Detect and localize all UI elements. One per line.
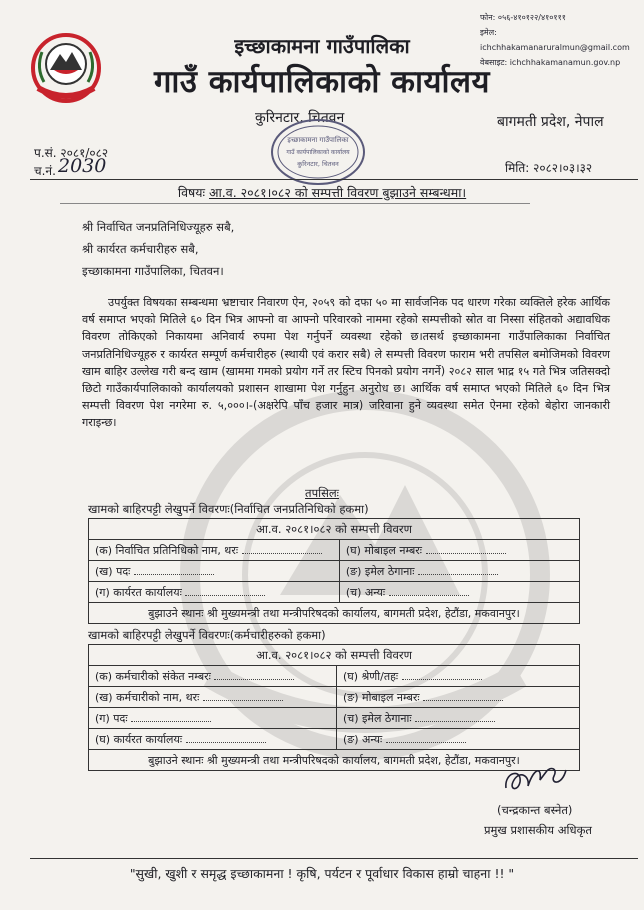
section1-heading: खामको बाहिरपट्टी लेखुपर्ने विवरणः(निर्वाचित जनप्रतिनिधिको हकमा) — [88, 502, 369, 516]
office-title: गाउँ कार्यपालिकाको कार्यालय — [153, 64, 491, 100]
table-row — [89, 708, 580, 729]
field-label: (ङ) इमेल ठेगानाः — [345, 564, 415, 578]
field-label: (ग) पदः — [95, 711, 128, 725]
seal-line-3: कुरिनटार, चितवन — [297, 160, 339, 168]
field-label: (ङ) अन्यः — [342, 732, 383, 746]
blank-line[interactable] — [426, 543, 506, 554]
seal-line-2: गाउँ कार्यपालिकाको कार्यालय — [286, 149, 350, 156]
office-location: कुरिनटार, चितवन — [255, 110, 345, 126]
blank-line[interactable] — [214, 669, 294, 680]
letter-date: मिति: २०८२।०३।३२ — [505, 161, 593, 175]
field-label: (घ) कार्यरत कार्यालयः — [95, 732, 183, 746]
field-label: (घ) मोबाइल नम्बरः — [345, 543, 423, 557]
table-row — [89, 561, 580, 582]
blank-line[interactable] — [389, 585, 469, 596]
blank-line[interactable] — [185, 585, 265, 596]
section1-footer: बुझाउने स्थानः श्री मुख्यमन्त्री तथा मन्त्रीपरिषदको कार्यालय, बागमती प्रदेश, हेटौंडा, मकवानपुर। — [89, 603, 580, 624]
blank-line[interactable] — [423, 690, 503, 701]
province-name: बागमती प्रदेश, नेपाल — [497, 114, 604, 130]
table-row — [89, 666, 580, 687]
section2-heading: खामको बाहिरपट्टी लेखुपर्ने विवरणः(कर्मचारीहरुको हकमा) — [88, 628, 326, 642]
municipality-name: इच्छाकामना गाउँपालिका — [234, 34, 410, 58]
footer-slogan: "सुखी, खुशी र समृद्ध इच्छाकामना ! कृषि, पर्यटन र पूर्वाधार विकास हाम्रो चाहना !! " — [129, 866, 515, 881]
footer-divider — [30, 858, 638, 859]
blank-line[interactable] — [131, 711, 211, 722]
table-row — [89, 687, 580, 708]
blank-line[interactable] — [418, 564, 498, 575]
handwritten-signature — [500, 762, 570, 798]
body-paragraph: उपर्युक्त विषयका सम्बन्धमा भ्रष्टाचार निवारण ऐन, २०५९ को दफा ५० मा सार्वजनिक पद धारण गरेका व्यक्तिले हरेक आर्थिक वर्ष समाप्त भएको मितिले ६० दिन भित्र आफ्नो वा आफ्नो परिवारको नाममा रहेको सम्पत्तीको स्रोत वा निस्सा संहितको अद्यावधिक विवरण तोकिएको निकायमा अनिवार्य रुपमा पेश गर्नुपर्ने व्यवस्था रहेको छ।तसर्थ इच्छाकामना गाउँपालिकाका निर्वाचित जनप्रतिनिधिज्यूहरु र कार्यरत सम्पूर्ण कर्मचारीहरु (स्थायी एवं करार सबै) ले सम्पत्ती विवरण फाराम भरी तपसिल बमोजिमको विवरण खाम बाहिर उल्लेख गरी बन्द खाम (खाममा गमको प्रयोग गर्ने तर स्टिच पिनको प्रयोग नगर्ने) २०८२ साल भाद्र १५ गते भित्र जतिसक्दो छिटो गाउँकार्यपालिकाको कार्यालयको प्रशासन शाखामा पेश गर्नुहुन अनुरोध छ। आर्थिक वर्ष समाप्त भएको मितिले ६० दिन भित्र सम्पत्ती विवरण पेश नगरेमा रु. ५,०००।-(अक्षरेपि पाँच हजार मात्र) जरिवाना हुने व्यवस्था समेत ऐनमा रहेको बेहोरा जानकारी गराइन्छ। — [82, 296, 610, 430]
blank-line[interactable] — [386, 732, 466, 743]
field-label: (क) कर्मचारीको संकेत नम्बरः — [95, 669, 211, 683]
blank-line[interactable] — [402, 669, 482, 680]
chalani-number-handwritten: 2030 — [58, 155, 107, 177]
field-label: (ङ) मोबाइल नम्बरः — [342, 690, 420, 704]
addressee-2: श्री कार्यरत कर्मचारीहरु सबै, — [82, 242, 199, 256]
field-label: (च) इमेल ठेगानाः — [342, 711, 412, 725]
patra-sankhya: प.सं. २०८१/०८२ — [34, 146, 109, 160]
section1-table — [88, 518, 580, 624]
subject-line — [0, 184, 644, 201]
section2-title: आ.व. २०८१।०८२ को सम्पत्ती विवरण — [89, 645, 580, 666]
website-text[interactable]: वेबसाइट: ichchhakamanamun.gov.np — [480, 58, 621, 67]
table-row — [89, 540, 580, 561]
field-label: (क) निर्वाचित प्रतिनिधिको नाम, थरः — [95, 543, 239, 557]
addressee-1: श्री निर्वाचित जनप्रतिनिधिज्यूहरु सबै, — [82, 220, 235, 234]
field-label: (ख) कर्मचारीको नाम, थरः — [95, 690, 200, 704]
table-row — [89, 729, 580, 750]
table-row — [89, 582, 580, 603]
field-label: (ख) पदः — [95, 564, 131, 578]
blank-line[interactable] — [242, 543, 322, 554]
signatory-title: प्रमुख प्रशासकीय अधिकृत — [484, 823, 592, 837]
email-text[interactable]: इमेल: ichchhakamanaruralmun@gmail.com — [480, 28, 630, 52]
blank-line[interactable] — [134, 564, 214, 575]
field-label: (घ) श्रेणी/तहः — [342, 669, 399, 683]
subject-underline — [60, 203, 530, 204]
field-label: (च) अन्यः — [345, 585, 386, 599]
chalani-number-label: च.नं. — [34, 164, 56, 178]
subject-prefix: विषयः — [177, 185, 206, 200]
blank-line[interactable] — [415, 711, 495, 722]
office-seal-stamp — [268, 116, 368, 188]
addressee-3: इच्छाकामना गाउँपालिका, चितवन। — [82, 264, 224, 278]
tapsil-heading: तपसिलः — [305, 486, 339, 500]
signatory-name: (चन्द्रकान्त बस्नेत) — [497, 803, 573, 817]
phone-text: फोन: ०५६-४१०१२२/४१०१११ — [480, 13, 566, 22]
subject-text: आ.व. २०८१।०८२ को सम्पत्ती विवरण बुझाउने सम्बन्धमा। — [209, 185, 467, 200]
section2-footer: बुझाउने स्थानः श्री मुख्यमन्त्री तथा मन्त्रीपरिषदको कार्यालय, बागमती प्रदेश, हेटौंडा, मकवानपुर। — [89, 750, 580, 771]
section1-title: आ.व. २०८१।०८२ को सम्पत्ती विवरण — [89, 519, 580, 540]
section2-table — [88, 644, 580, 771]
seal-line-1: इच्छाकामना गाउँपालिका — [287, 136, 349, 144]
blank-line[interactable] — [186, 732, 266, 743]
field-label: (ग) कार्यरत कार्यालयः — [95, 585, 182, 599]
blank-line[interactable] — [203, 690, 283, 701]
header-divider — [30, 179, 638, 180]
